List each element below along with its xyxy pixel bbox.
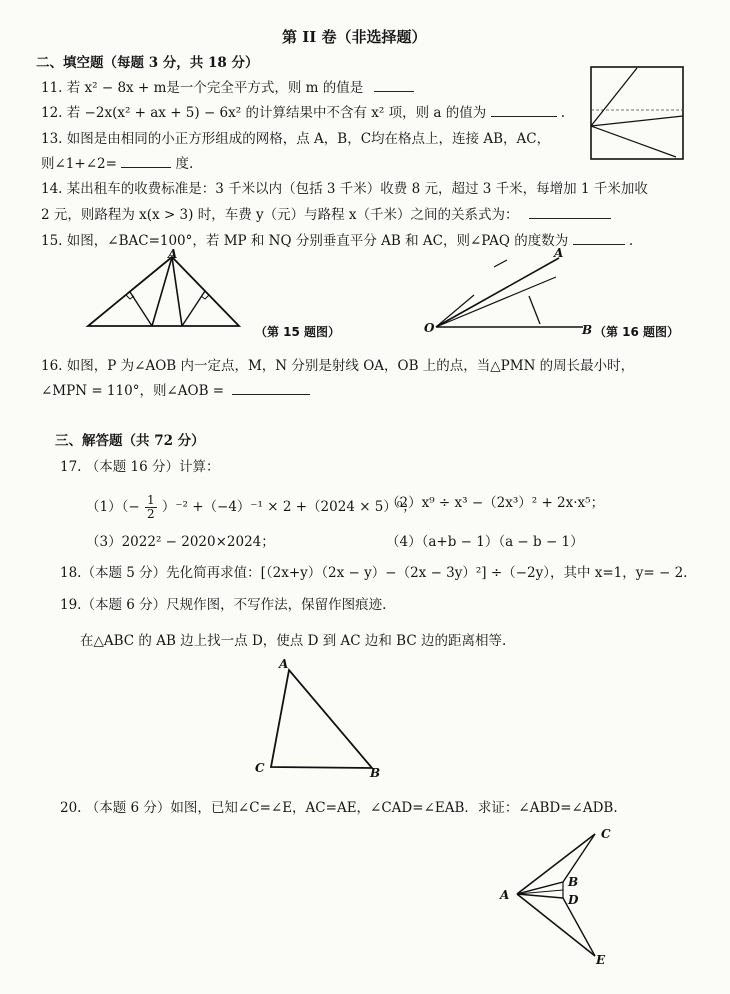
- answer-blank-14[interactable]: [529, 206, 611, 219]
- figure-19-triangle: [252, 655, 392, 780]
- question-17-part1: [86, 494, 416, 521]
- question-17-head: 17. （本题 16 分）计算：: [60, 459, 220, 475]
- question-11-text: 11. 若 x² − 8x + m是一个完全平方式，则 m 的值是: [41, 80, 364, 96]
- question-19-body: 在△ABC 的 AB 边上找一点 D，使点 D 到 AC 边和 BC 边的距离相等.: [80, 633, 507, 649]
- answer-blank-15[interactable]: [573, 232, 625, 245]
- label-20-e: E: [596, 953, 606, 967]
- caption-15-wrap: [255, 322, 375, 342]
- question-18: 18.（本题 5 分）先化简再求值：[（2x+y）（2x − y）−（2x − 3y）²] ÷（−2y），其中 x=1，y= − 2.: [60, 565, 688, 581]
- figure-16: [420, 246, 593, 338]
- label-15-a: A: [168, 247, 178, 261]
- question-16-line2: [41, 382, 310, 400]
- question-17-part3: （3）2022² − 2020×2024；: [86, 534, 275, 550]
- label-20-a: A: [500, 888, 510, 902]
- q17-p1-pre: （1）（−: [86, 499, 140, 515]
- question-14-text: 2 元，则路程为 x(x > 3) 时，车费 y（元）与路程 x（千米）之间的关系式为：: [41, 207, 519, 223]
- question-12: [41, 104, 565, 122]
- question-13-unit: 度.: [175, 156, 194, 172]
- question-13-text: 则∠1+∠2=: [41, 156, 117, 172]
- question-16-text: ∠MPN = 110°，则∠AOB =: [41, 383, 225, 399]
- question-11: [41, 79, 414, 97]
- question-16-line1: 16. 如图，P 为∠AOB 内一定点，M，N 分别是射线 OA，OB 上的点，当△PMN 的周长最小时，: [41, 358, 635, 374]
- q17-p1-post: ）⁻² +（−4）⁻¹ × 2 +（2024 × 5）⁰；: [161, 499, 416, 515]
- label-16-b: B: [582, 323, 593, 337]
- label-16-o: O: [424, 321, 435, 335]
- label-19-c: C: [255, 761, 265, 775]
- page-title: 第 II 卷（非选择题）: [282, 28, 427, 46]
- answer-blank-12[interactable]: [491, 104, 557, 117]
- question-14-line2: [41, 206, 611, 224]
- figure-16-caption: （第 16 题图）: [594, 325, 680, 339]
- q17-p1-denominator: 2: [146, 507, 155, 521]
- question-15-end: .: [628, 233, 634, 249]
- question-20: 20. （本题 6 分）如图，已知∠C=∠E，AC=AE，∠CAD=∠EAB．求证：∠ABD=∠ADB.: [60, 800, 618, 816]
- figure-20: [497, 826, 627, 966]
- figure-13-grid: [590, 66, 685, 161]
- answer-blank-11[interactable]: [374, 79, 414, 92]
- answer-blank-16[interactable]: [232, 382, 310, 395]
- label-16-a: A: [554, 246, 564, 260]
- question-19-head: 19.（本题 6 分）尺规作图，不写作法，保留作图痕迹.: [60, 597, 387, 613]
- label-19-a: A: [279, 657, 289, 671]
- question-15-text: 15. 如图，∠BAC=100°，若 MP 和 NQ 分别垂直平分 AB 和 AC，则∠PAQ 的度数为: [41, 233, 569, 249]
- label-20-c: C: [601, 827, 611, 841]
- label-20-d: D: [568, 893, 579, 907]
- question-14-line1: 14. 某出租车的收费标准是：3 千米以内（包括 3 千米）收费 8 元，超过 3 千米，每增加 1 千米加收: [41, 181, 648, 197]
- question-17-part2: （2）x⁹ ÷ x³ −（2x³）² + 2x·x⁵；: [386, 495, 605, 511]
- section-heading-fill-in: 二、填空题（每题 3 分，共 18 分）: [36, 55, 259, 71]
- q17-p1-fraction: [145, 494, 157, 521]
- section-heading-solutions: 三、解答题（共 72 分）: [55, 433, 205, 449]
- figure-15: [86, 247, 246, 332]
- question-12-end: .: [560, 105, 566, 121]
- question-17-part4: （4）（a+b − 1）（a − b − 1）: [386, 534, 584, 550]
- label-20-b: B: [568, 875, 579, 889]
- question-13-line2: [41, 155, 193, 173]
- question-13-line1: 13. 如图是由相同的小正方形组成的网格，点 A，B，C均在格点上，连接 AB，AC，: [41, 131, 551, 147]
- answer-blank-13[interactable]: [121, 155, 171, 168]
- label-19-b: B: [370, 766, 381, 780]
- q17-p1-numerator: 1: [146, 493, 155, 507]
- caption-16-wrap: [594, 322, 714, 342]
- question-12-text: 12. 若 −2x(x² + ax + 5) − 6x² 的计算结果中不含有 x² 项，则 a 的值为: [41, 105, 487, 121]
- figure-15-caption: （第 15 题图）: [255, 325, 341, 339]
